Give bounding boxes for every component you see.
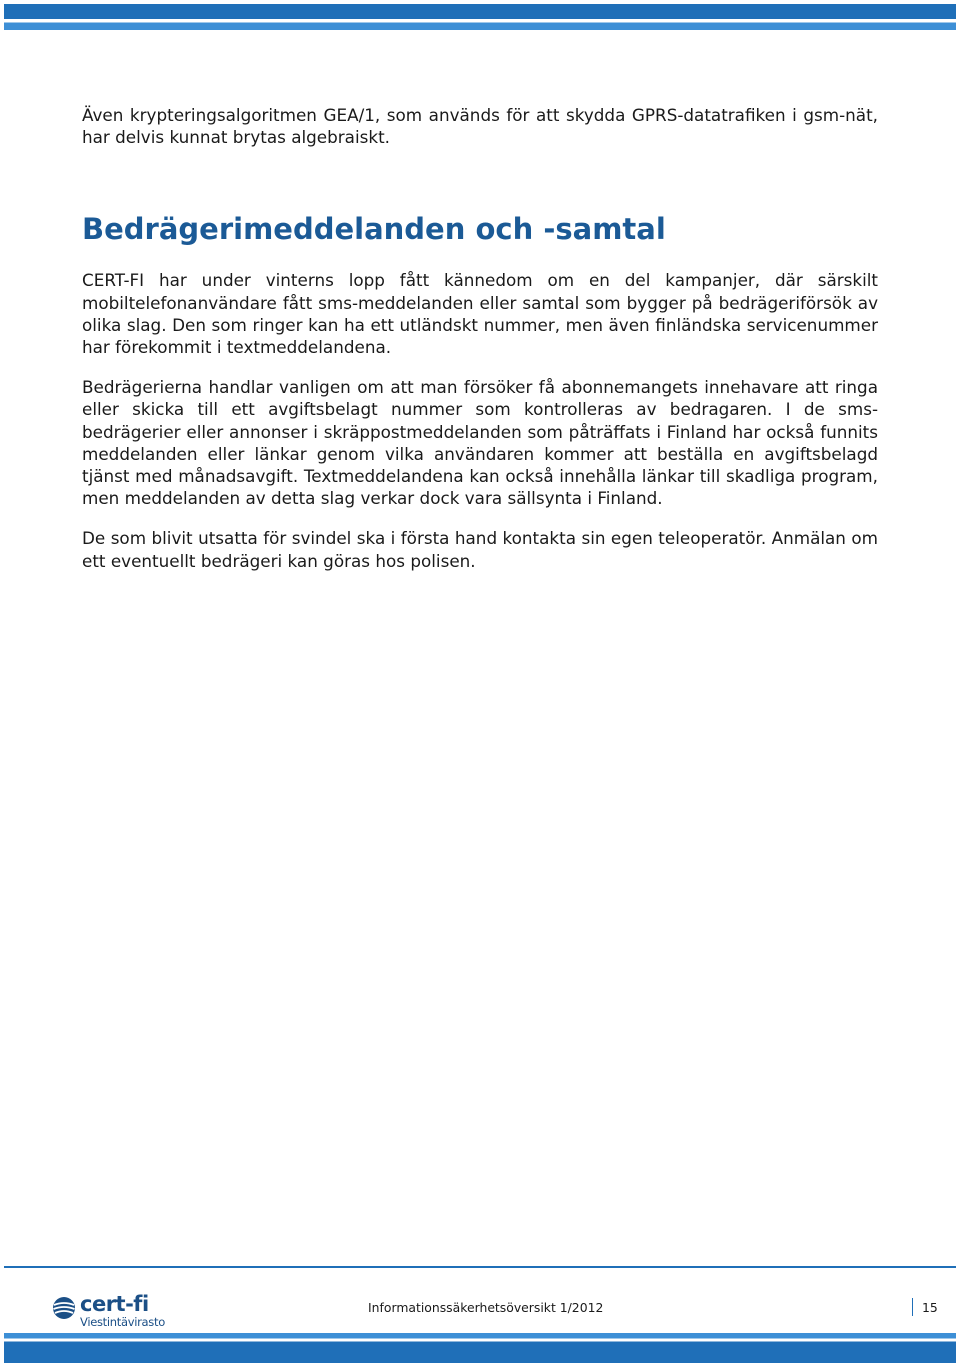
publication-title: Informationssäkerhetsöversikt 1/2012	[368, 1300, 604, 1315]
section-heading: Bedrägerimeddelanden och -samtal	[82, 212, 666, 247]
paragraph-1: CERT-FI har under vinterns lopp fått kännedom om en del kampanjer, där särskilt mobiltelefonanvändare fått sms-meddelanden eller samtal som bygger på bedrägeriförsök av olika slag. Den som ringer kan ha ett utländskt nummer, men även finländska servicenummer har förekommit i textmeddelandena.	[82, 270, 878, 358]
document-body	[82, 104, 878, 590]
paragraph-3: De som blivit utsatta för svindel ska i första hand kontakta sin egen teleoperatör. Anmälan om ett eventuellt bedrägeri kan göras hos polisen.	[82, 528, 878, 571]
globe-icon	[52, 1296, 76, 1320]
header-band	[4, 4, 956, 30]
footer-divider	[4, 1266, 956, 1268]
cert-fi-logo	[52, 1294, 182, 1330]
page-number: 15	[922, 1300, 938, 1315]
logo-text: cert-fi	[80, 1292, 149, 1316]
footer-band	[4, 1333, 956, 1363]
paragraph-2: Bedrägerierna handlar vanligen om att man försöker få abonnemangets innehavare att ringa eller skicka till ett avgiftsbelagt nummer som kontrolleras av bedragaren. I de sms-bedrägerier eller annonser i skräppostmeddelanden som påträffats i Finland har också funnits meddelanden eller länkar genom vilka användaren kommer att beställa en avgiftsbelagd tjänst med månadsavgift. Textmeddelandena kan också innehålla länkar till skadliga program, men meddelanden av detta slag verkar dock vara sällsynta i Finland.	[82, 377, 878, 509]
page-number-separator	[912, 1298, 913, 1316]
intro-paragraph: Även krypteringsalgoritmen GEA/1, som används för att skydda GPRS-datatrafiken i gsm-nät, har delvis kunnat brytas algebraiskt.	[82, 105, 878, 148]
logo-subtext: Viestintävirasto	[80, 1315, 165, 1329]
